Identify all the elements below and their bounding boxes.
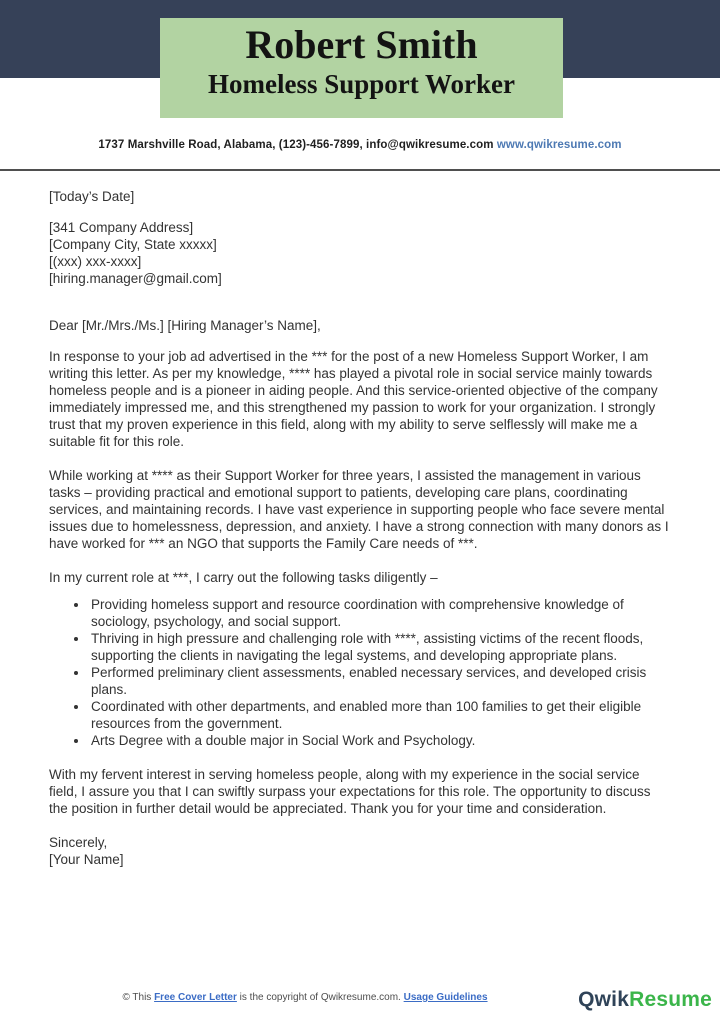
paragraph-current-role: In my current role at ***, I carry out the following tasks diligently – [49, 570, 438, 585]
copyright-line [0, 992, 610, 1003]
paragraph-closing: With my fervent interest in serving homeless people, along with my experience in the social service field, I assure you that I can swiftly surpass your expectations for this role. The opportunity to discuss the position in further detail would be appreciated. Thank you for your time and consideration. [49, 767, 651, 816]
duty-item-pressure: • Thriving in high pressure and challenging role with ****, assisting victims of the recent floods, supporting the clients in navigating the legal systems, and developing appropriate plans. [89, 630, 669, 664]
header-divider [0, 169, 720, 171]
address-line-email: [hiring.manager@gmail.com] [49, 271, 222, 286]
name-box [160, 18, 563, 118]
candidate-name: Robert Smith [245, 22, 478, 67]
address-line-phone: [(xxx) xxx-xxxx] [49, 254, 142, 269]
website-link[interactable]: www.qwikresume.com [496, 139, 622, 151]
contact-line [0, 139, 720, 151]
signature-placeholder: [Your Name] [49, 852, 124, 867]
salutation: Dear [Mr./Mrs./Ms.] [Hiring Manager’s Name], [49, 318, 321, 333]
free-cover-letter-link[interactable]: Free Cover Letter [154, 992, 237, 1003]
duties-list [49, 596, 669, 749]
footer [0, 988, 720, 1014]
copyright-prefix: © This [122, 992, 155, 1003]
letter-body [49, 188, 669, 868]
date-placeholder: [Today’s Date] [49, 189, 135, 204]
duty-item-coordination: • Coordinated with other departments, and enabled more than 100 families to get their eligible resources from the government. [89, 698, 669, 732]
duty-item-support: • Providing homeless support and resource coordination with comprehensive knowledge of sociology, psychology, and social support. [89, 596, 669, 630]
contact-text: 1737 Marshville Road, Alabama, (123)-456-7899, info@qwikresume.com [98, 139, 497, 151]
copyright-middle: is the copyright of Qwikresume.com. [236, 992, 404, 1003]
duty-item-degree: • Arts Degree with a double major in Social Work and Psychology. [89, 732, 669, 749]
paragraph-intro: In response to your job ad advertised in the *** for the post of a new Homeless Support Worker, I am writing this letter. As per my knowledge, **** has played a pivotal role in social service mainly towards homeless people and is a pioneer in aiding people. And this service-oriented objective of the company immediately impressed me, and this strengthened my passion to work for your organization. I strongly trust that my proven experience in this field, along with my ability to serve selflessly will make me a suitable fit for this role. [49, 349, 658, 449]
usage-guidelines-link[interactable]: Usage Guidelines [403, 992, 488, 1003]
address-line-city: [Company City, State xxxxx] [49, 237, 217, 252]
job-title: Homeless Support Worker [207, 69, 515, 99]
signoff: Sincerely, [49, 835, 108, 850]
logo-qwik-text: Qwik [578, 988, 630, 1011]
paragraph-experience: While working at **** as their Support Worker for three years, I assisted the management in various tasks – providing practical and emotional support to patients, developing care plans, coordinating services, and maintaining records. I have vast experience in supporting people who face severe mental issues due to homelessness, depression, and anxiety. I have a strong connection with many donors as I have worked for *** an NGO that supports the Family Care needs of ***. [49, 468, 669, 551]
duty-item-assessments: • Performed preliminary client assessments, enabled necessary services, and developed crisis plans. [89, 664, 669, 698]
qwikresume-logo [578, 988, 712, 1012]
company-address-block [49, 219, 669, 287]
logo-resume-text: Resume [629, 988, 712, 1011]
address-line-street: [341 Company Address] [49, 220, 194, 235]
